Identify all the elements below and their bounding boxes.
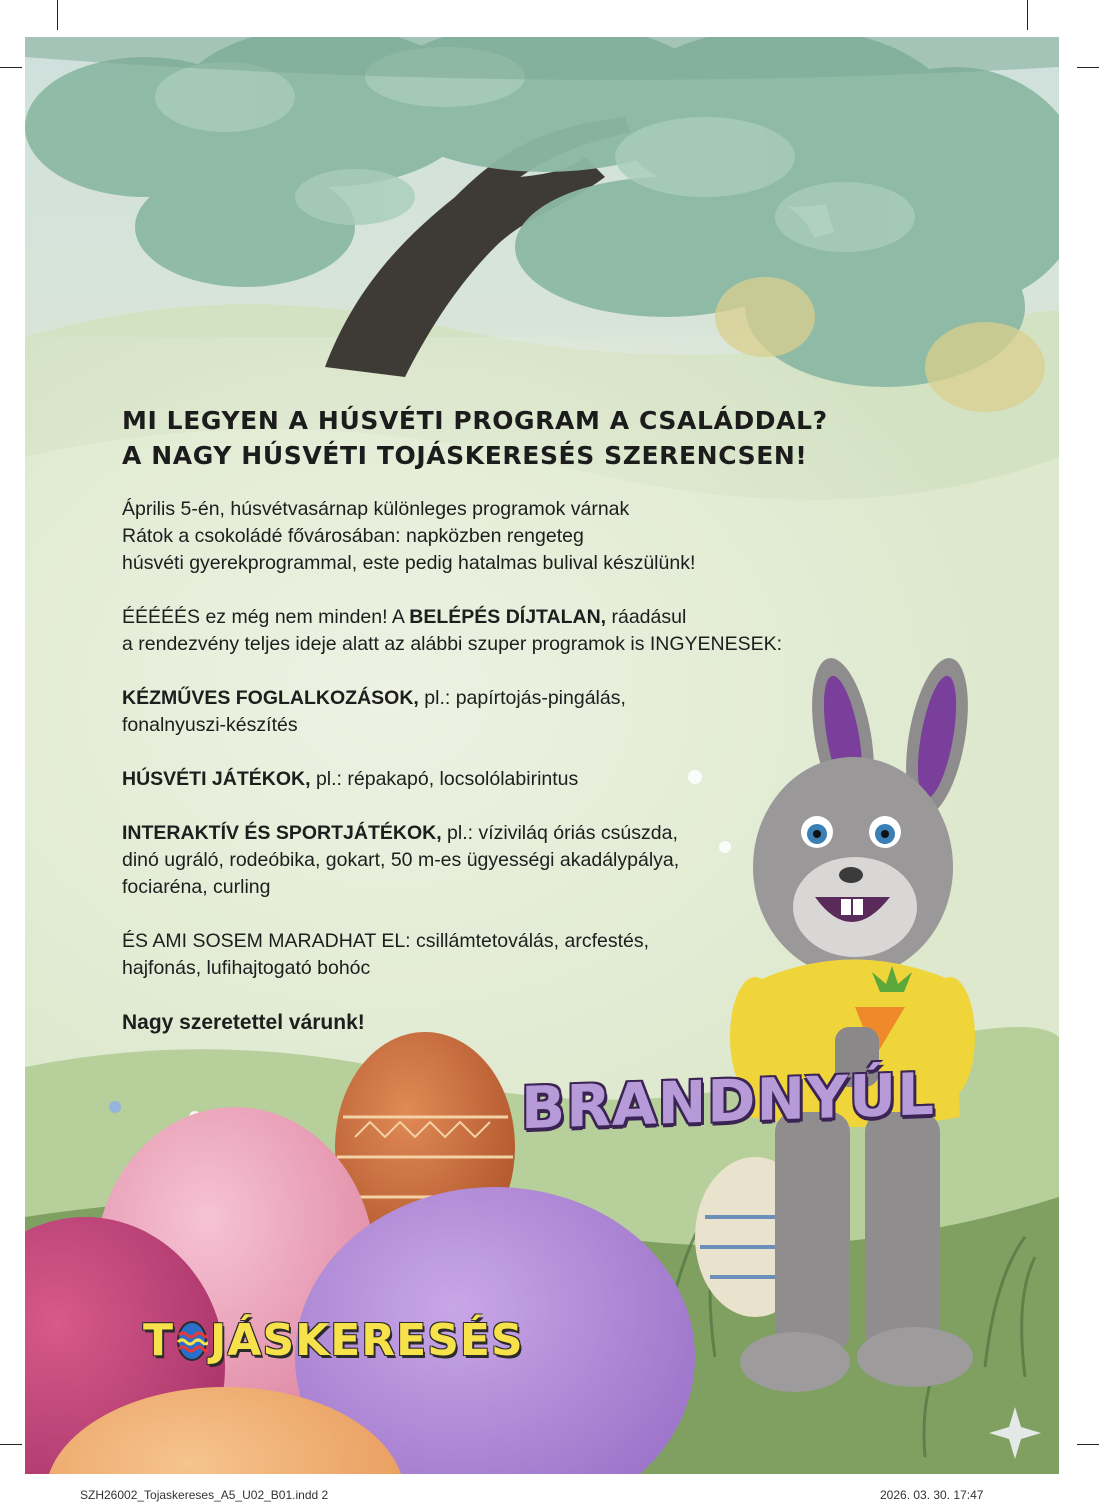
footer-timestamp: 2026. 03. 30. 17:47 bbox=[880, 1488, 984, 1502]
intro-line-2: Rátok a csokoládé fővárosában: napközben rengeteg bbox=[122, 525, 584, 547]
crop-mark bbox=[57, 0, 58, 30]
poster-page bbox=[25, 37, 1059, 1474]
closing-line: Nagy szeretettel várunk! bbox=[122, 1011, 365, 1034]
crop-mark bbox=[1077, 1444, 1099, 1445]
intro-line-3: húsvéti gyerekprogrammal, este pedig hatalmas bulival készülünk! bbox=[122, 552, 696, 574]
sports-line-2: dinó ugráló, rodeóbika, gokart, 50 m-es ügyességi akadálypálya, bbox=[122, 849, 680, 871]
logo-prefix: T bbox=[143, 1315, 175, 1366]
event-logo bbox=[143, 1315, 524, 1366]
intro-line-1: Április 5-én, húsvétvasárnap különleges programok várnak bbox=[122, 498, 630, 520]
crafts-line-2: fonalnyuszi-készítés bbox=[122, 714, 298, 736]
crop-mark bbox=[1077, 67, 1099, 68]
headline-line-2: A NAGY HÚSVÉTI TOJÁSKERESÉS SZERENCSEN! bbox=[122, 441, 808, 470]
crafts-text: pl.: papírtojás-pingálás, bbox=[418, 687, 626, 709]
footer-filename: SZH26002_Tojaskereses_A5_U02_B01.indd 2 bbox=[80, 1488, 329, 1502]
crop-mark bbox=[0, 67, 22, 68]
free-entry-tail: ráadásul bbox=[606, 606, 687, 628]
headline bbox=[122, 403, 828, 473]
logo-suffix: JÁSKERESÉS bbox=[210, 1315, 524, 1366]
crop-mark bbox=[1027, 0, 1028, 30]
brand-name-title: BRANDNYÚL bbox=[521, 1059, 936, 1143]
striped-egg-icon bbox=[176, 1320, 208, 1362]
sports-text: pl.: víziviláq óriás csúszda, bbox=[441, 822, 678, 844]
sports-line-3: fociaréna, curling bbox=[122, 876, 271, 898]
games-text: pl.: répakapó, locsolólabirintus bbox=[310, 768, 579, 790]
free-entry-text: ÉÉÉÉÉS ez még nem minden! A bbox=[122, 606, 410, 628]
games-title: HÚSVÉTI JÁTÉKOK, bbox=[122, 768, 311, 790]
free-entry-line-1 bbox=[122, 604, 842, 631]
sports-line-1 bbox=[122, 820, 842, 847]
crop-mark bbox=[0, 1444, 22, 1445]
headline-line-1: MI LEGYEN A HÚSVÉTI PROGRAM A CSALÁDDAL? bbox=[122, 406, 828, 435]
body-text bbox=[122, 496, 842, 1036]
games-line bbox=[122, 766, 842, 793]
extras-line-1: ÉS AMI SOSEM MARADHAT EL: csillámtetoválás, arcfestés, bbox=[122, 930, 650, 952]
free-entry-line-2: a rendezvény teljes ideje alatt az alábbi szuper programok is INGYENESEK: bbox=[122, 633, 783, 655]
crafts-line-1 bbox=[122, 685, 842, 712]
sports-title: INTERAKTÍV ÉS SPORTJÁTÉKOK, bbox=[122, 822, 442, 844]
crafts-title: KÉZMŰVES FOGLALKOZÁSOK, bbox=[122, 687, 419, 709]
free-entry-bold: BELÉPÉS DÍJTALAN, bbox=[409, 606, 607, 628]
extras-line-2: hajfonás, lufihajtogató bohóc bbox=[122, 957, 371, 979]
